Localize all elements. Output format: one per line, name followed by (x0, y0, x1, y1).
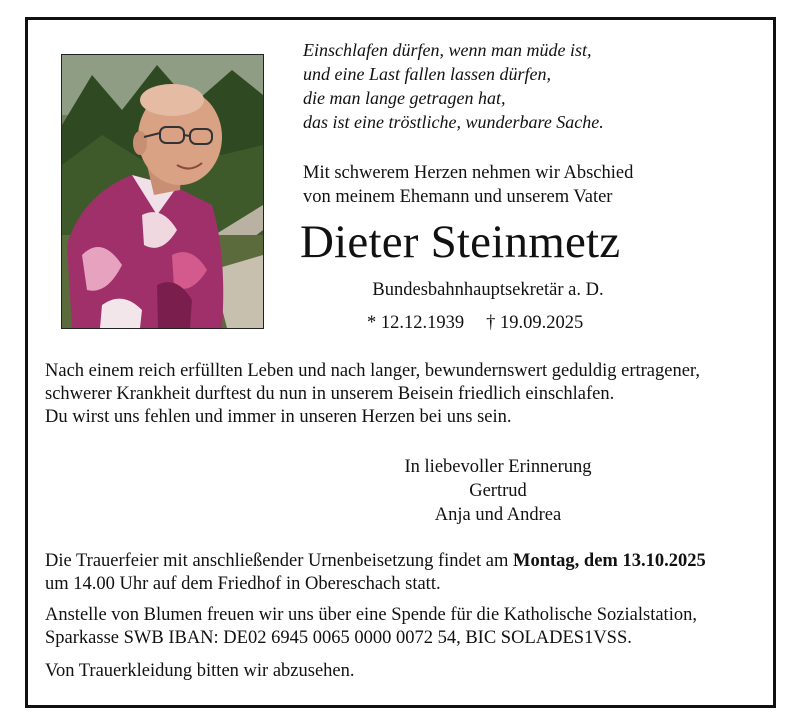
deceased-title: Bundesbahnhauptsekretär a. D. (372, 280, 604, 300)
farewell-line: schwerer Krankheit durftest du nun in unserem Beisein friedlich einschlafen. (45, 384, 615, 404)
life-dates (367, 311, 583, 335)
signoff-line: Anja und Andrea (434, 505, 562, 525)
intro-line: Mit schwerem Herzen nehmen wir Abschied (303, 163, 634, 183)
intro-text (303, 161, 763, 209)
funeral-service-info (45, 550, 770, 596)
farewell-line: Du wirst uns fehlen und immer in unseren Herzen bei uns sein. (45, 407, 512, 427)
obituary-frame (25, 17, 776, 708)
birth-date: * 12.12.1939 (367, 313, 465, 333)
farewell-text (45, 360, 765, 429)
family-signoff (308, 455, 688, 527)
death-date: † 19.09.2025 (486, 313, 584, 333)
signoff-line: In liebevoller Erinnerung (404, 457, 592, 477)
poem-line: das ist eine tröstliche, wunderbare Sache. (303, 112, 604, 132)
dress-note: Von Trauerkleidung bitten wir abzusehen. (45, 661, 355, 681)
farewell-line: Nach einem reich erfüllten Leben und nach langer, bewundernswert geduldig ertragener, (45, 361, 700, 381)
poem-line: und eine Last fallen lassen dürfen, (303, 64, 551, 84)
deceased-name: Dieter Steinmetz (300, 216, 621, 268)
service-line-2: um 14.00 Uhr auf dem Friedhof in Obereschach statt. (45, 574, 441, 594)
signoff-line: Gertrud (469, 481, 527, 501)
poem (303, 38, 763, 134)
donation-line: Anstelle von Blumen freuen wir uns über eine Spende für die Katholische Sozialstation, (45, 605, 697, 625)
service-text: Die Trauerfeier mit anschließender Urnenbeisetzung findet am (45, 551, 513, 571)
poem-line: die man lange getragen hat, (303, 88, 506, 108)
donation-info (45, 604, 770, 650)
poem-line: Einschlafen dürfen, wenn man müde ist, (303, 40, 592, 60)
donation-line: Sparkasse SWB IBAN: DE02 6945 0065 0000 0072 54, BIC SOLADES1VSS. (45, 628, 632, 648)
service-line-1 (45, 550, 770, 573)
service-date: Montag, dem 13.10.2025 (513, 551, 706, 571)
portrait-photo (61, 54, 264, 329)
intro-line: von meinem Ehemann und unserem Vater (303, 187, 613, 207)
